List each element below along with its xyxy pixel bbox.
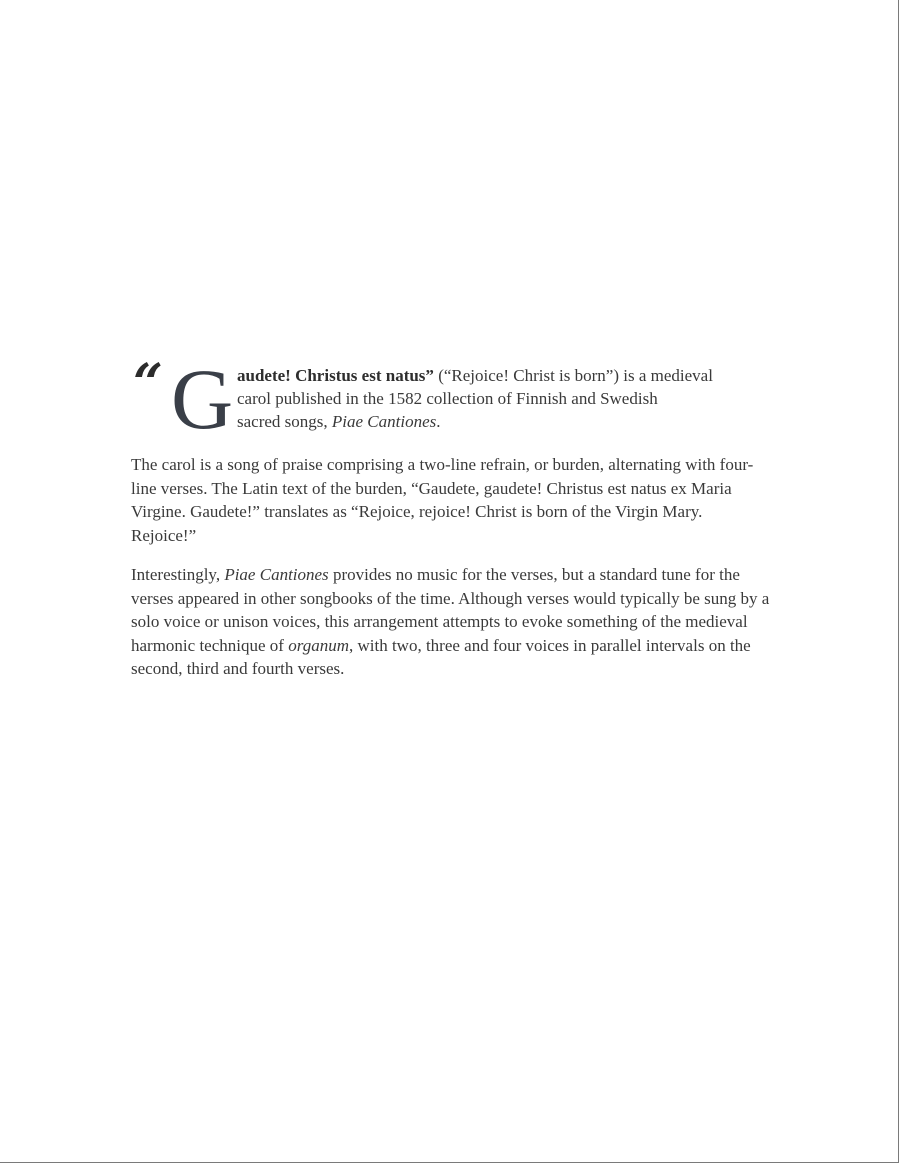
paragraph-arrangement-start: Interestingly, xyxy=(131,565,225,584)
paragraph-arrangement-collection-title: Piae Cantiones xyxy=(224,565,329,584)
intro-title-bold: audete! Christus est natus” xyxy=(237,366,434,385)
intro-translation: (“Rejoice! Christ is born”) is a medieval xyxy=(433,366,713,385)
opening-quote-mark: “ xyxy=(133,353,163,414)
paragraph-burden: The carol is a song of praise comprising a two-line refrain, or burden, alternating with four-line verses. The Latin text of the burden, “Gaudete, gaudete! Christus est natus ex Maria Virgine. Gaudete!” translates as “Rejoice, rejoice! Christ is born of the Virgin Mary. Rejoice!” xyxy=(131,455,754,545)
intro-line-3-start: sacred songs, xyxy=(237,412,332,431)
intro-collection-title: Piae Cantiones xyxy=(331,412,437,431)
intro-paragraph xyxy=(131,351,771,447)
paragraph-arrangement-organum: organum xyxy=(288,635,349,655)
paragraph-arrangement-middle: provides no music for the verses, but a standard tune for the verses appeared in other songbooks of the time. Although verses would typically be sung by a solo voice or unison voices, this arrangement attempts to evoke something of the medieval harmonic technique of xyxy=(131,565,770,655)
paragraph-arrangement xyxy=(131,563,771,681)
intro-line-2: carol published in the 1582 collection of Finnish and Swedish xyxy=(237,389,658,408)
intro-line-3-end: . xyxy=(436,412,441,431)
intro-text xyxy=(237,364,777,433)
drop-cap-letter: G xyxy=(171,351,234,447)
paragraph-arrangement-end: , with two, three and four voices in parallel intervals on the second, third and fourth verses. xyxy=(131,635,751,678)
document-body xyxy=(131,351,771,697)
